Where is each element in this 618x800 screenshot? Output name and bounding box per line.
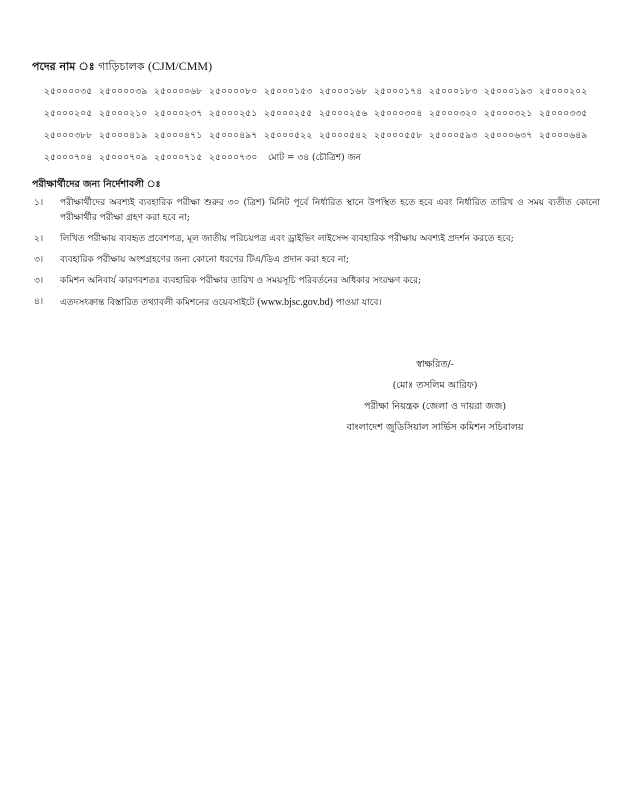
- roll-number-list: [44, 80, 604, 168]
- roll-number: ২৫০০০১৭৪: [374, 86, 423, 97]
- instruction-number: ৪।: [34, 297, 44, 307]
- website-link[interactable]: (www.bjsc.gov.bd): [257, 297, 333, 308]
- roll-number: ২৫০০০০৩৫: [44, 86, 93, 97]
- instruction-item: [32, 295, 600, 311]
- instruction-item: [32, 232, 600, 247]
- instruction-number: ৩।: [34, 255, 44, 265]
- instruction-text: কমিশন অনিবার্য কারণবশতঃ ব্যবহারিক পরীক্ষার তারিখ ও সময়সূচি পরিবর্তনের অধিকার সংরক্ষণ করে;: [60, 276, 422, 286]
- roll-number: ২৫০০০৩৮৮: [44, 130, 93, 141]
- instruction-text-before: এতদসংক্রান্ত বিস্তারিত তথ্যাবলী কমিশনের ওয়েবসাইটে: [60, 298, 255, 308]
- roll-number: ২৫০০০০৩৯: [99, 86, 148, 97]
- roll-number: ২৫০০০৬৪৯: [539, 130, 588, 141]
- instruction-item: [32, 253, 600, 268]
- signatory-designation: পরীক্ষা নিয়ন্ত্রক (জেলা ও দায়রা জজ): [363, 401, 507, 412]
- roll-number: ২৫০০০১৮৩: [429, 86, 478, 97]
- post-label: পদের নাম ঃ: [32, 60, 95, 73]
- signatory-name: (মোঃ তসলিম আরিফ): [392, 380, 478, 391]
- roll-number: ২৫০০০৫৯৩: [429, 130, 478, 141]
- roll-number: ২৫০০০৭০৪: [44, 152, 93, 163]
- instruction-text: [60, 295, 600, 311]
- roll-number: ২৫০০০৫২২: [264, 130, 313, 141]
- signatory-office: বাংলাদেশ জুডিসিয়াল সার্ভিস কমিশন সচিবালয়: [346, 422, 524, 433]
- roll-number: ২৫০০০৩২১: [484, 108, 533, 119]
- roll-number: ২৫০০০৩৩৫: [539, 108, 588, 119]
- roll-number: ২৫০০০১৫৩: [264, 86, 313, 97]
- roll-number: ২৫০০০৬৩৭: [484, 130, 533, 141]
- roll-number: ২৫০০০১৬৮: [319, 86, 368, 97]
- roll-number: ২৫০০০২৫১: [209, 108, 258, 119]
- roll-number: ২৫০০০২৩৭: [154, 108, 203, 119]
- roll-number: ২৫০০০২০২: [539, 86, 588, 97]
- roll-number: ২৫০০০৭০৯: [99, 152, 148, 163]
- roll-number: ২৫০০০০৬৮: [154, 86, 203, 97]
- instruction-item: [32, 274, 600, 289]
- signed-mark: স্বাক্ষরিত/-: [416, 359, 454, 370]
- roll-number: ২৫০০০৫৫৮: [374, 130, 423, 141]
- roll-number: ২৫০০০২৫৬: [319, 108, 368, 119]
- roll-number: ২৫০০০৫৪২: [319, 130, 368, 141]
- roll-number: ২৫০০০৪১৯: [99, 130, 148, 141]
- instruction-text: লিখিত পরীক্ষায় ব্যবহৃত প্রবেশপত্র, মূল জাতীয় পরিচয়পত্র এবং ড্রাইভিং লাইসেন্স ব্যবহারিক পরীক্ষায় অবশ্যই প্রদর্শন করতে হবে;: [60, 234, 514, 244]
- instructions-heading: পরীক্ষার্থীদের জন্য নির্দেশাবলী ঃ: [32, 179, 161, 190]
- roll-row: [44, 124, 604, 146]
- signature-block: [330, 354, 540, 438]
- roll-row: [44, 80, 604, 102]
- roll-number: ২৫০০০৭৩০: [209, 152, 258, 163]
- roll-number: ২৫০০০২১০: [99, 108, 148, 119]
- roll-number: ২৫০০০৭১৫: [154, 152, 203, 163]
- instruction-text: ব্যবহারিক পরীক্ষায় অংশগ্রহণের জন্য কোনো ধরণের টিএ/ডিএ প্রদান করা হবে না;: [60, 255, 349, 265]
- roll-number: ২৫০০০৪৯৭: [209, 130, 258, 141]
- total-count: মোট = ৩৪ (চৌত্রিশ) জন: [268, 152, 361, 163]
- roll-row: [44, 146, 604, 168]
- post-title: [32, 58, 212, 77]
- roll-number: ২৫০০০৩০৪: [374, 108, 423, 119]
- instructions-list: [32, 196, 600, 317]
- roll-number: ২৫০০০৪৭১: [154, 130, 203, 141]
- instruction-item: [32, 196, 600, 226]
- instruction-text: পরীক্ষার্থীদের অবশ্যই ব্যবহারিক পরীক্ষা শুরুর ৩০ (ত্রিশ) মিনিট পূর্বে নির্ধারিত স্থানে উপস্থিত হতে হবে এবং নির্ধারিত তারিখ ও সময় ব্যতীত কোনো পরীক্ষার্থীর পরীক্ষা গ্রহণ করা হবে না;: [60, 198, 600, 223]
- roll-number: ২৫০০০২৫৫: [264, 108, 313, 119]
- instruction-number: ২।: [34, 234, 44, 244]
- instruction-number: ৩।: [34, 276, 44, 286]
- post-code: (CJM/CMM): [148, 59, 213, 73]
- roll-number: ২৫০০০১৯৩: [484, 86, 533, 97]
- roll-row: [44, 102, 604, 124]
- instruction-number: ১।: [34, 198, 44, 208]
- roll-number: ২৫০০০০৮০: [209, 86, 258, 97]
- roll-number: ২৫০০০২০৫: [44, 108, 93, 119]
- roll-number: ২৫০০০৩২০: [429, 108, 478, 119]
- post-value: গাড়িচালক: [98, 60, 145, 73]
- instruction-text-after: পাওয়া যাবে।: [335, 298, 382, 308]
